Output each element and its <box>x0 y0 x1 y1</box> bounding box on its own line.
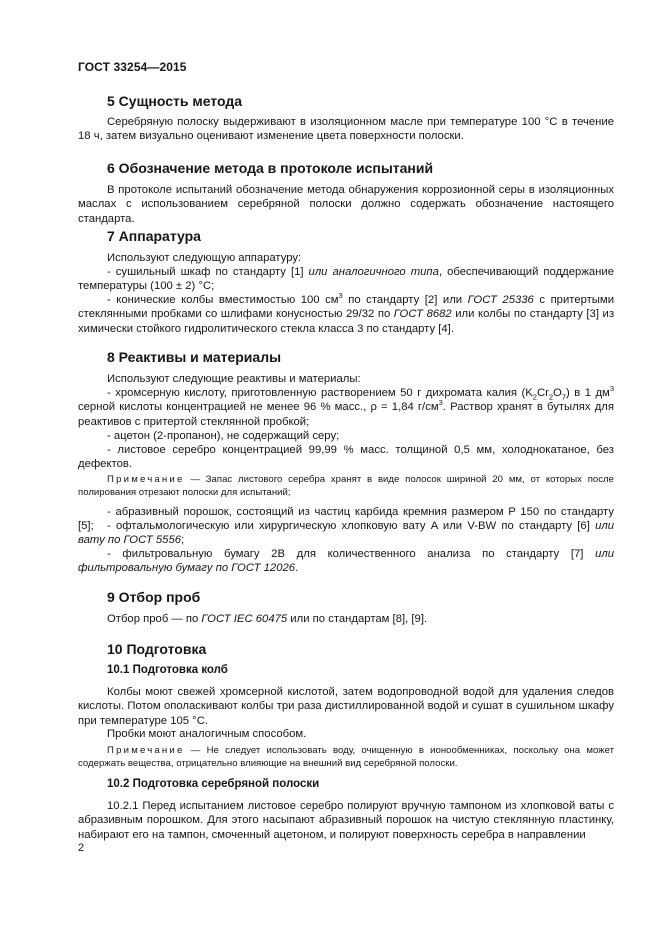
section-10-1-stoppers: Пробки моют аналогичным способом. <box>107 728 307 740</box>
section-10-heading: 10 Подготовка <box>107 641 207 657</box>
section-8-item-silver: - листовое серебро концентрацией 99,99 % масс. толщиной 0,5 мм, холоднокатаное, без дефектов. <box>78 444 614 471</box>
section-8-item-filter-paper: - фильтровальную бумагу 2B для количественного анализа по стандарту [7] или фильтровальную бумагу по ГОСТ 12026. <box>78 548 614 575</box>
section-9-paragraph: Отбор проб — по ГОСТ IEC 60475 или по стандартам [8], [9]. <box>107 613 428 625</box>
section-10-2-1-paragraph: 10.2.1 Перед испытанием листовое серебро полируют вручную тампоном из хлопковой ваты с абразивным порошком. Для этого насыпают абразивный порошок на чистую стеклянную пластинку, набирают его на тампон, смоченный ацетоном, и полируют поверхность серебра в направлении <box>78 800 614 841</box>
section-10-1-note: Примечание — Не следует использовать воду, очищенную в ионообменниках, поскольку она может содержать вещества, отрицательно влияющие на внешний вид серебряной полоски. <box>78 745 614 769</box>
section-7-item-flasks: - конические колбы вместимостью 100 $см^3$ по стандарту [2] или ГОСТ 25336 с притертыми стеклянными пробками со шлифами конусностью 29/32 по ГОСТ 8682 или колбы по стандарту [3] из химически стойкого гидролитического стекла класса 3 по стандарту [4]. <box>78 291 615 335</box>
section-10-1-paragraph: Колбы моют свежей хромсерной кислотой, затем водопроводной водой для удаления следов кислоты. Потом ополаскивают колбы три раза дистиллированной водой и сушат в сушильном шкафу при температуре 105 °C. <box>78 686 614 727</box>
section-8-item-abrasive: - абразивный порошок, состоящий из частиц карбида кремния размером P 150 по стандарту [5]; <box>78 506 614 533</box>
section-8-note: Примечание — Запас листового серебра хранят в виде полосок шириной 20 мм, от которых после полирования отрезают полоски для испытаний; <box>78 474 614 498</box>
section-7-heading: 7 Аппаратура <box>107 228 201 244</box>
standard-header: ГОСТ 33254—2015 <box>78 60 187 74</box>
section-8-heading: 8 Реактивы и материалы <box>107 349 282 365</box>
section-8-item-cotton-wool: - офтальмологическую или хирургическую хлопковую вату A или V-BW по стандарту [6] или вату по ГОСТ 5556; <box>78 520 614 547</box>
section-7-intro: Используют следующую аппаратуру: <box>107 252 302 264</box>
section-9-heading: 9 Отбор проб <box>107 589 201 605</box>
section-8-item-chromic-acid: - хромсерную кислоту, приготовленную растворением 50 г дихромата калия $(K_2Cr_2O_7)$ в 1 $дм^3$ серной кислоты концентрацией не менее 96 % масс., ρ = 1,84 $г/см^3$. Раствор хранят в бутылях для реактивов с притертой стеклянной пробкой; <box>78 384 614 428</box>
subsection-10-1-heading: 10.1 Подготовка колб <box>107 664 228 676</box>
section-8-intro: Используют следующие реактивы и материалы: <box>107 373 361 385</box>
page-number: 2 <box>78 842 85 854</box>
section-6-paragraph: В протоколе испытаний обозначение метода обнаружения коррозионной серы в изоляционных маслах с использованием серебряной полоски должно содержать обозначение настоящего стандарта. <box>78 184 614 225</box>
section-5-heading: 5 Сущность метода <box>107 93 243 109</box>
section-7-item-dryer: - сушильный шкаф по стандарту [1] или аналогичного типа, обеспечивающий поддержание температуры (100 ± 2) °C; <box>78 266 614 293</box>
section-5-paragraph: Серебряную полоску выдерживают в изоляционном масле при температуре 100 °C в течение 18 ч, затем визуально оценивают изменение цвета поверхности полоски. <box>78 116 614 143</box>
section-6-heading: 6 Обозначение метода в протоколе испытаний <box>107 160 434 176</box>
section-8-item-acetone: - ацетон (2-пропанон), не содержащий серу; <box>107 430 340 442</box>
subsection-10-2-heading: 10.2 Подготовка серебряной полоски <box>107 778 320 790</box>
